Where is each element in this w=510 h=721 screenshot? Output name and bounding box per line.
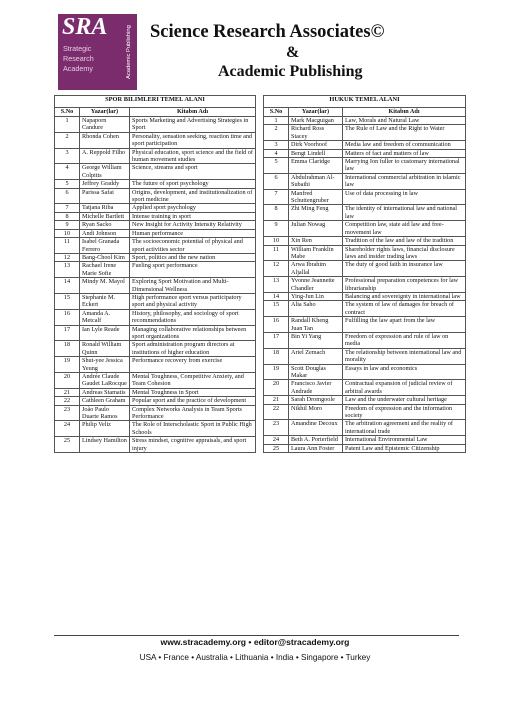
- table-row: [264, 149, 466, 157]
- table-row: [264, 292, 466, 300]
- row-authors: Andi Johnson: [80, 229, 130, 237]
- row-number: 7: [264, 189, 289, 205]
- row-book-title: Media law and freedom of communication: [343, 141, 466, 149]
- table-row: [55, 293, 256, 309]
- table-row: [55, 253, 256, 261]
- table-row: [264, 317, 466, 333]
- table-body: [55, 117, 256, 453]
- row-authors: Arwa Ibrahim Aljallal: [289, 261, 343, 277]
- row-number: 5: [264, 158, 289, 174]
- table-row: [264, 117, 466, 125]
- row-book-title: The system of law of damages for breach of contract: [343, 301, 466, 317]
- logo-vertical-text: Academic Publishing: [126, 25, 132, 79]
- table-body: [264, 117, 466, 453]
- table-row: [55, 325, 256, 341]
- row-authors: Isabel Granada Ferrero: [80, 238, 130, 254]
- row-book-title: Freedom of expression and rule of law on media: [343, 332, 466, 348]
- table-row: [264, 277, 466, 293]
- row-book-title: Matters of fact and matters of law: [343, 149, 466, 157]
- table-row: [264, 404, 466, 420]
- row-authors: Bang-Chool Kim: [80, 253, 130, 261]
- table-row: [55, 180, 256, 188]
- row-book-title: The duty of good faith in insurance law: [343, 261, 466, 277]
- row-number: 24: [264, 436, 289, 444]
- table-row: [264, 396, 466, 404]
- row-authors: William Franklin Mabe: [289, 245, 343, 261]
- row-number: 24: [55, 421, 80, 437]
- row-authors: Emma Claridge: [289, 158, 343, 174]
- title-ampersand: &: [286, 44, 300, 61]
- row-book-title: Exploring Sport Motivation and Multi-Dimensional Wellness: [130, 278, 256, 294]
- row-number: 15: [264, 301, 289, 317]
- table-row: [55, 212, 256, 220]
- row-authors: Richard Ross Stacey: [289, 125, 343, 141]
- row-book-title: Mental Toughness in Sport: [130, 388, 256, 396]
- logo-tagline: [63, 44, 94, 74]
- row-authors: A. Reppold Filho: [80, 148, 130, 164]
- row-authors: Jeffrey Graddy: [80, 180, 130, 188]
- row-book-title: Fueling sport performance: [130, 262, 256, 278]
- row-authors: Parissa Safai: [80, 188, 130, 204]
- row-number: 16: [264, 317, 289, 333]
- row-authors: Tatjana Riba: [80, 204, 130, 212]
- row-book-title: Sports Marketing and Advertising Strategies in Sport: [130, 117, 256, 133]
- table-row: [264, 141, 466, 149]
- row-authors: Dirk Voorhoof: [289, 141, 343, 149]
- row-number: 11: [55, 238, 80, 254]
- table-row: [55, 262, 256, 278]
- table-row: [55, 117, 256, 133]
- row-number: 17: [264, 332, 289, 348]
- row-authors: Julian Nowag: [289, 221, 343, 237]
- row-number: 6: [264, 173, 289, 189]
- table-row: [264, 245, 466, 261]
- row-number: 22: [55, 397, 80, 405]
- row-book-title: Personality, sensation seeking, reaction time and sport participation: [130, 132, 256, 148]
- row-book-title: The Role of Interscholastic Sport in Public High Schools: [130, 421, 256, 437]
- table-row: [55, 421, 256, 437]
- row-authors: Amanda A. Metcalf: [80, 309, 130, 325]
- row-authors: Abdulrahman Al-Subaihi: [289, 173, 343, 189]
- row-authors: Sarah Dromgoole: [289, 396, 343, 404]
- row-number: 10: [55, 229, 80, 237]
- table-row: [55, 148, 256, 164]
- column-header-title: Kitabın Adı: [343, 108, 466, 117]
- row-number: 14: [264, 292, 289, 300]
- row-number: 19: [55, 357, 80, 373]
- row-authors: Bin Yi Yang: [289, 332, 343, 348]
- row-number: 12: [264, 261, 289, 277]
- table-row: [55, 188, 256, 204]
- row-authors: Mark Macguigan: [289, 117, 343, 125]
- row-book-title: Human performance: [130, 229, 256, 237]
- table-row: [264, 205, 466, 221]
- row-authors: Ariel Zemach: [289, 348, 343, 364]
- row-number: 9: [55, 221, 80, 229]
- row-authors: Ying-Jun Lin: [289, 292, 343, 300]
- table-row: [55, 164, 256, 180]
- table-row: [264, 237, 466, 245]
- row-authors: Andrée Claude Gaudet LaRocque: [80, 373, 130, 389]
- law-table: [263, 95, 466, 453]
- row-authors: Randall Kheng Juan Tan: [289, 317, 343, 333]
- table-row: [264, 420, 466, 436]
- row-authors: Yvonne Jeannette Chandler: [289, 277, 343, 293]
- table-row: [55, 405, 256, 421]
- row-book-title: Contractual expansion of judicial review of arbitral awards: [343, 380, 466, 396]
- table-row: [264, 173, 466, 189]
- row-authors: Cathleen Graham: [80, 397, 130, 405]
- row-book-title: Performance recovery from exercise: [130, 357, 256, 373]
- row-book-title: Sport, politics and the new nation: [130, 253, 256, 261]
- row-number: 22: [264, 404, 289, 420]
- table-row: [55, 132, 256, 148]
- table-row: [55, 397, 256, 405]
- table-row: [55, 238, 256, 254]
- footer-divider: [54, 635, 459, 636]
- row-number: 3: [264, 141, 289, 149]
- row-number: 14: [55, 278, 80, 294]
- row-authors: Mindy M. Mayol: [80, 278, 130, 294]
- row-number: 12: [55, 253, 80, 261]
- table-title: SPOR BILIMLERI TEMEL ALANI: [55, 96, 256, 108]
- row-book-title: Popular sport and the practice of development: [130, 397, 256, 405]
- row-book-title: High performance sport versus participatory sport and physical activity: [130, 293, 256, 309]
- row-number: 9: [264, 221, 289, 237]
- page-subtitle: Academic Publishing: [218, 63, 363, 80]
- row-book-title: New Insight for Activity Intensity Relativity: [130, 221, 256, 229]
- table-row: [264, 221, 466, 237]
- row-authors: Napaporn Candure: [80, 117, 130, 133]
- table-row: [55, 357, 256, 373]
- table-row: [55, 229, 256, 237]
- row-authors: Zhi Ming Feng: [289, 205, 343, 221]
- row-book-title: Freedom of expression and the information society: [343, 404, 466, 420]
- row-number: 4: [55, 164, 80, 180]
- table-row: [264, 436, 466, 444]
- logo-tagline-line: Research: [63, 54, 94, 63]
- row-book-title: Stress mindset, cognitive appraisals, and sport injury: [130, 437, 256, 453]
- row-authors: Beth A. Porterfield: [289, 436, 343, 444]
- row-number: 15: [55, 293, 80, 309]
- row-number: 16: [55, 309, 80, 325]
- row-number: 6: [55, 188, 80, 204]
- row-authors: Ian Lyle Reade: [80, 325, 130, 341]
- row-number: 25: [264, 444, 289, 452]
- row-authors: Shut-yee Jessica Yeung: [80, 357, 130, 373]
- row-authors: Manfred Schuttengruber: [289, 189, 343, 205]
- row-book-title: Essays in law and economics: [343, 364, 466, 380]
- row-authors: Andreas Stamatis: [80, 388, 130, 396]
- row-number: 21: [264, 396, 289, 404]
- table-row: [55, 221, 256, 229]
- row-number: 3: [55, 148, 80, 164]
- row-authors: Bengt Lindell: [289, 149, 343, 157]
- row-number: 10: [264, 237, 289, 245]
- row-number: 5: [55, 180, 80, 188]
- row-number: 19: [264, 364, 289, 380]
- column-header-authors: Yazar(lar): [289, 108, 343, 117]
- row-book-title: Law, Morals and Natural Law: [343, 117, 466, 125]
- row-book-title: Marrying Ion fuller to customary international law: [343, 158, 466, 174]
- table-row: [55, 309, 256, 325]
- row-book-title: Managing collaborative relationships between sport organizations: [130, 325, 256, 341]
- row-authors: Xin Ren: [289, 237, 343, 245]
- row-book-title: The relationship between international law and morality: [343, 348, 466, 364]
- row-authors: George William Colpitts: [80, 164, 130, 180]
- table-row: [264, 444, 466, 452]
- table-row: [264, 189, 466, 205]
- row-authors: João Paulo Duarte Ramos: [80, 405, 130, 421]
- column-header-authors: Yazar(lar): [80, 108, 130, 117]
- row-book-title: The future of sport psychology: [130, 180, 256, 188]
- logo-tagline-line: Academy: [63, 64, 93, 73]
- row-number: 1: [264, 117, 289, 125]
- table-row: [264, 348, 466, 364]
- footer-contact: www.stracademy.org • editor@stracademy.org: [160, 637, 350, 647]
- row-authors: Rhonda Cohen: [80, 132, 130, 148]
- row-number: 2: [55, 132, 80, 148]
- row-authors: Francisco Javier Andrade: [289, 380, 343, 396]
- row-book-title: Physical education, sport science and the field of human movement studies: [130, 148, 256, 164]
- table-row: [264, 125, 466, 141]
- table-row: [55, 204, 256, 212]
- table-row: [264, 301, 466, 317]
- row-number: 25: [55, 437, 80, 453]
- table-row: [264, 158, 466, 174]
- row-authors: Lindsey Hamilton: [80, 437, 130, 453]
- row-book-title: Complex Networks Analysis in Team Sports Performance: [130, 405, 256, 421]
- row-book-title: History, philosophy, and sociology of sport recommendations: [130, 309, 256, 325]
- row-number: 20: [55, 373, 80, 389]
- row-book-title: International Environmental Law: [343, 436, 466, 444]
- page-title: Science Research Associates©: [150, 22, 385, 42]
- row-number: 13: [55, 262, 80, 278]
- table-row: [55, 388, 256, 396]
- table-title: HUKUK TEMEL ALANI: [264, 96, 466, 108]
- row-book-title: Fulfilling the law apart from the law: [343, 317, 466, 333]
- row-authors: Philip Veliz: [80, 421, 130, 437]
- table-row: [55, 373, 256, 389]
- row-number: 23: [264, 420, 289, 436]
- row-book-title: The socioeconomic potential of physical and sport activities sector: [130, 238, 256, 254]
- row-number: 8: [55, 212, 80, 220]
- row-authors: Ryan Sacko: [80, 221, 130, 229]
- row-authors: Ronald William Quinn: [80, 341, 130, 357]
- row-number: 8: [264, 205, 289, 221]
- table-row: [55, 437, 256, 453]
- row-authors: Alia Saho: [289, 301, 343, 317]
- row-number: 13: [264, 277, 289, 293]
- row-number: 20: [264, 380, 289, 396]
- row-book-title: Tradition of the law and law of the tradition: [343, 237, 466, 245]
- row-book-title: Sport administration program directors at institutions of higher education: [130, 341, 256, 357]
- logo-tagline-line: Strategic: [63, 44, 92, 53]
- table-row: [55, 341, 256, 357]
- row-book-title: Professional preparation competences for law librarianship: [343, 277, 466, 293]
- column-header-no: S.No: [55, 108, 80, 117]
- row-book-title: Shareholder rights laws, financial disclosure laws and insider trading laws: [343, 245, 466, 261]
- table-row: [55, 278, 256, 294]
- footer-countries: USA • France • Australia • Lithuania • India • Singapore • Turkey: [139, 653, 371, 662]
- row-number: 23: [55, 405, 80, 421]
- row-book-title: Use of data processing in law: [343, 189, 466, 205]
- row-authors: Nikhil Moro: [289, 404, 343, 420]
- row-book-title: Balancing and sovereignty in international law: [343, 292, 466, 300]
- row-book-title: International commercial arbitration in islamic law: [343, 173, 466, 189]
- publisher-logo: [58, 14, 137, 90]
- row-number: 21: [55, 388, 80, 396]
- row-book-title: The Rule of Law and the Right to Water: [343, 125, 466, 141]
- row-book-title: Origins, development, and institutionalization of sport medicine: [130, 188, 256, 204]
- row-book-title: Competition law, state aid law and free-movement law: [343, 221, 466, 237]
- row-book-title: Science, streams and sport: [130, 164, 256, 180]
- row-number: 18: [55, 341, 80, 357]
- row-authors: Stephanie M. Eckert: [80, 293, 130, 309]
- row-book-title: The arbitration agreement and the reality of international trade: [343, 420, 466, 436]
- row-authors: Laura Ann Foster: [289, 444, 343, 452]
- row-book-title: The identity of international law and national law: [343, 205, 466, 221]
- row-number: 18: [264, 348, 289, 364]
- row-authors: Rachael Irene Marie Sofie: [80, 262, 130, 278]
- column-header-title: Kitabın Adı: [130, 108, 256, 117]
- row-number: 11: [264, 245, 289, 261]
- row-authors: Michelle Bartlett: [80, 212, 130, 220]
- row-number: 4: [264, 149, 289, 157]
- table-row: [264, 380, 466, 396]
- row-authors: Scott Douglas Makar: [289, 364, 343, 380]
- row-number: 7: [55, 204, 80, 212]
- table-row: [264, 261, 466, 277]
- row-number: 1: [55, 117, 80, 133]
- row-book-title: Applied sport psychology: [130, 204, 256, 212]
- row-book-title: Intense training in sport: [130, 212, 256, 220]
- row-book-title: Law and the underwater cultural heritage: [343, 396, 466, 404]
- row-authors: Amandine Decoux: [289, 420, 343, 436]
- column-header-no: S.No: [264, 108, 289, 117]
- table-row: [264, 364, 466, 380]
- sport-sciences-table: [54, 95, 256, 453]
- logo-sra-text: SRA: [62, 14, 108, 40]
- table-row: [264, 332, 466, 348]
- row-number: 2: [264, 125, 289, 141]
- row-book-title: Patent Law and Epistemic Citizenship: [343, 444, 466, 452]
- row-number: 17: [55, 325, 80, 341]
- row-book-title: Mental Toughness, Competitive Anxiety, and Team Cohesion: [130, 373, 256, 389]
